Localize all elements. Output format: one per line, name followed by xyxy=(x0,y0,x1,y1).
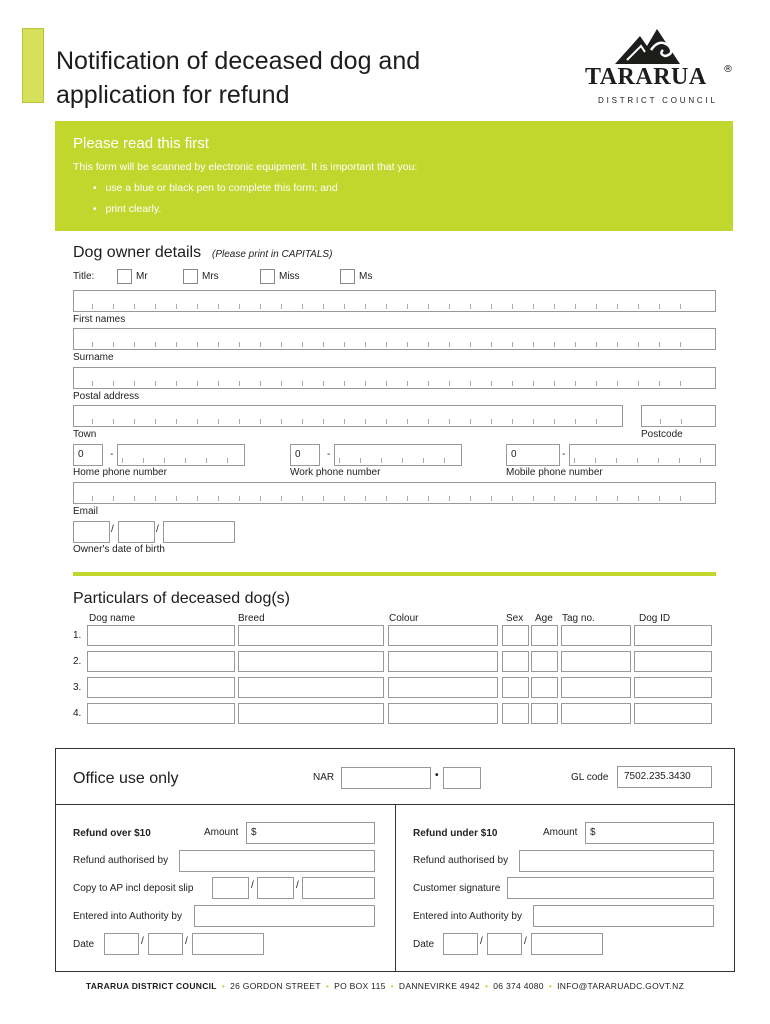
refund-over-amount-label: Amount xyxy=(204,827,239,838)
dog-age-field[interactable] xyxy=(531,651,558,672)
first-names-field[interactable] xyxy=(73,290,716,312)
refund-over-heading: Refund over $10 xyxy=(73,828,151,839)
logo-subtitle: DISTRICT COUNCIL xyxy=(598,96,718,105)
footer-town: DANNEVIRKE 4942 xyxy=(398,981,480,991)
capitals-note: (Please print in CAPITALS) xyxy=(212,249,333,260)
refund-under-date-label: Date xyxy=(413,939,435,950)
dog-row-number: 3. xyxy=(73,682,82,693)
footer-org: TARARUA DISTRICT COUNCIL xyxy=(85,981,217,991)
dob-label: Owner's date of birth xyxy=(73,544,165,555)
dog-tag-no-field[interactable] xyxy=(561,625,631,646)
email-field[interactable] xyxy=(73,482,716,504)
work-phone-label: Work phone number xyxy=(290,467,381,478)
council-logo xyxy=(585,24,735,110)
footer-phone: 06 374 4080 xyxy=(493,981,544,991)
home-phone-field[interactable] xyxy=(117,444,245,466)
refund-under-entered-field[interactable] xyxy=(533,905,714,927)
dog-sex-field[interactable] xyxy=(502,625,529,646)
dog-dog-name-field[interactable] xyxy=(87,625,235,646)
dog-dog-name-field[interactable] xyxy=(87,677,235,698)
bullet-text: use a blue or black pen to complete this form; and xyxy=(105,182,338,194)
customer-signature-field[interactable] xyxy=(507,877,714,899)
col-colour: Colour xyxy=(389,613,419,624)
dog-breed-field[interactable] xyxy=(238,651,384,672)
owner-section-title: Dog owner details xyxy=(73,244,202,261)
footer-address: TARARUA DISTRICT COUNCIL • 26 GORDON STREET • PO BOX 115 • DANNEVIRKE 4942 • 06 374 4080 • INFO@TARARUADC.GOVT.NZ xyxy=(85,981,685,991)
gl-code-value: 7502.235.3430 xyxy=(624,771,691,782)
office-heading: Office use only xyxy=(73,770,179,787)
copy-year-field[interactable] xyxy=(302,877,375,899)
refund-over-day-field[interactable] xyxy=(104,933,139,955)
col-dog-id: Dog ID xyxy=(639,613,671,624)
dog-row-number: 4. xyxy=(73,708,82,719)
title-miss-checkbox[interactable] xyxy=(260,269,275,284)
dog-dog-name-field[interactable] xyxy=(87,651,235,672)
nar-field[interactable] xyxy=(341,767,431,789)
dog-dog-id-field[interactable] xyxy=(634,625,712,646)
refund-under-heading: Refund under $10 xyxy=(413,828,498,839)
dog-breed-field[interactable] xyxy=(238,703,384,724)
title-mrs-label: Mrs xyxy=(202,271,219,282)
work-phone-prefix-value: 0 xyxy=(295,449,301,460)
dog-tag-no-field[interactable] xyxy=(561,677,631,698)
title-mrs-checkbox[interactable] xyxy=(183,269,198,284)
refund-under-month-field[interactable] xyxy=(487,933,522,955)
dog-colour-field[interactable] xyxy=(388,651,498,672)
dog-sex-field[interactable] xyxy=(502,677,529,698)
town-label: Town xyxy=(73,429,97,440)
date-slash: / xyxy=(185,936,188,947)
copy-to-ap-label: Copy to AP incl deposit slip xyxy=(73,883,194,894)
nar-label: NAR xyxy=(313,772,335,783)
col-breed: Breed xyxy=(238,613,265,624)
title-line-2: application for refund xyxy=(56,81,290,109)
postcode-label: Postcode xyxy=(641,429,683,440)
date-slash: / xyxy=(141,936,144,947)
instructions-bullet-1: • use a blue or black pen to complete this form; and xyxy=(93,182,338,194)
postal-address-label: Postal address xyxy=(73,391,140,402)
refund-under-amount-label: Amount xyxy=(543,827,578,838)
dog-sex-field[interactable] xyxy=(502,703,529,724)
instructions-bullet-2: • print clearly. xyxy=(93,203,162,215)
footer-pobox: PO BOX 115 xyxy=(334,981,386,991)
work-phone-dash: - xyxy=(327,449,331,460)
surname-label: Surname xyxy=(73,352,114,363)
mountain-logo-icon xyxy=(585,24,735,66)
copy-month-field[interactable] xyxy=(257,877,294,899)
dog-age-field[interactable] xyxy=(531,625,558,646)
date-slash: / xyxy=(524,936,527,947)
town-field[interactable] xyxy=(73,405,623,427)
dob-year-field[interactable] xyxy=(163,521,235,543)
refund-over-year-field[interactable] xyxy=(192,933,264,955)
dog-tag-no-field[interactable] xyxy=(561,703,631,724)
home-phone-prefix-value: 0 xyxy=(78,449,84,460)
refund-under-amount-field[interactable] xyxy=(585,822,714,844)
refund-over-authorised-field[interactable] xyxy=(179,850,375,872)
instructions-box xyxy=(55,121,733,231)
col-tag-no: Tag no. xyxy=(562,613,595,624)
dog-dog-id-field[interactable] xyxy=(634,703,712,724)
date-slash: / xyxy=(480,936,483,947)
mobile-phone-label: Mobile phone number xyxy=(506,467,603,478)
work-phone-field[interactable] xyxy=(334,444,462,466)
dog-sex-field[interactable] xyxy=(502,651,529,672)
bullet-text: print clearly. xyxy=(105,203,162,215)
logo-registered-mark: ® xyxy=(723,64,733,75)
refund-over-entered-label: Entered into Authority by xyxy=(73,911,182,922)
refund-under-entered-label: Entered into Authority by xyxy=(413,911,522,922)
office-vertical-divider xyxy=(395,804,396,972)
mobile-phone-dash: - xyxy=(562,449,566,460)
logo-name: TARARUA xyxy=(585,64,707,90)
postal-address-field[interactable] xyxy=(73,367,716,389)
dog-colour-field[interactable] xyxy=(388,703,498,724)
dog-colour-field[interactable] xyxy=(388,677,498,698)
date-slash: / xyxy=(296,880,299,891)
home-phone-dash: - xyxy=(110,449,114,460)
col-dog-name: Dog name xyxy=(89,613,136,624)
col-age: Age xyxy=(535,613,553,624)
refund-over-month-field[interactable] xyxy=(148,933,183,955)
dog-age-field[interactable] xyxy=(531,703,558,724)
instructions-intro: This form will be scanned by electronic equipment. It is important that you: xyxy=(73,161,418,173)
dog-breed-field[interactable] xyxy=(238,677,384,698)
refund-over-authorised-label: Refund authorised by xyxy=(73,855,169,866)
dollar-sign: $ xyxy=(590,827,596,838)
dog-age-field[interactable] xyxy=(531,677,558,698)
dollar-sign: $ xyxy=(251,827,257,838)
first-names-label: First names xyxy=(73,314,126,325)
copy-day-field[interactable] xyxy=(212,877,249,899)
nar-suffix-field[interactable] xyxy=(443,767,481,789)
col-sex: Sex xyxy=(506,613,524,624)
instructions-heading: Please read this first xyxy=(73,135,209,152)
footer-street: 26 GORDON STREET xyxy=(230,981,321,991)
refund-over-date-label: Date xyxy=(73,939,95,950)
nar-separator: • xyxy=(435,770,439,781)
refund-over-entered-field[interactable] xyxy=(194,905,375,927)
refund-under-year-field[interactable] xyxy=(531,933,603,955)
title-mr-label: Mr xyxy=(136,271,148,282)
title-mr-checkbox[interactable] xyxy=(117,269,132,284)
dog-row-number: 2. xyxy=(73,656,82,667)
email-label: Email xyxy=(73,506,99,517)
footer-email: INFO@TARARUADC.GOVT.NZ xyxy=(557,981,685,991)
postcode-field[interactable] xyxy=(641,405,716,427)
dog-dog-id-field[interactable] xyxy=(634,677,712,698)
home-phone-label: Home phone number xyxy=(73,467,167,478)
refund-under-authorised-label: Refund authorised by xyxy=(413,855,509,866)
title-ms-label: Ms xyxy=(359,271,373,282)
dob-slash: / xyxy=(156,524,159,535)
title-ms-checkbox[interactable] xyxy=(340,269,355,284)
dog-row-number: 1. xyxy=(73,630,82,641)
customer-signature-label: Customer signature xyxy=(413,883,501,894)
title-miss-label: Miss xyxy=(279,271,300,282)
refund-under-day-field[interactable] xyxy=(443,933,478,955)
dog-tag-no-field[interactable] xyxy=(561,651,631,672)
refund-over-amount-field[interactable] xyxy=(246,822,375,844)
accent-tab xyxy=(22,28,44,103)
title-label: Title: xyxy=(73,271,95,282)
dog-dog-name-field[interactable] xyxy=(87,703,235,724)
refund-under-authorised-field[interactable] xyxy=(519,850,714,872)
gl-code-label: GL code xyxy=(571,772,609,783)
dob-month-field[interactable] xyxy=(118,521,155,543)
dob-day-field[interactable] xyxy=(73,521,110,543)
page-title xyxy=(56,44,496,112)
dog-colour-field[interactable] xyxy=(388,625,498,646)
mobile-phone-field[interactable] xyxy=(569,444,716,466)
surname-field[interactable] xyxy=(73,328,716,350)
date-slash: / xyxy=(251,880,254,891)
dob-slash: / xyxy=(111,524,114,535)
dog-breed-field[interactable] xyxy=(238,625,384,646)
dogs-section-title: Particulars of deceased dog(s) xyxy=(73,590,290,607)
section-divider xyxy=(73,572,716,576)
dog-dog-id-field[interactable] xyxy=(634,651,712,672)
mobile-phone-prefix-value: 0 xyxy=(511,449,517,460)
title-line-1: Notification of deceased dog and xyxy=(56,47,421,75)
